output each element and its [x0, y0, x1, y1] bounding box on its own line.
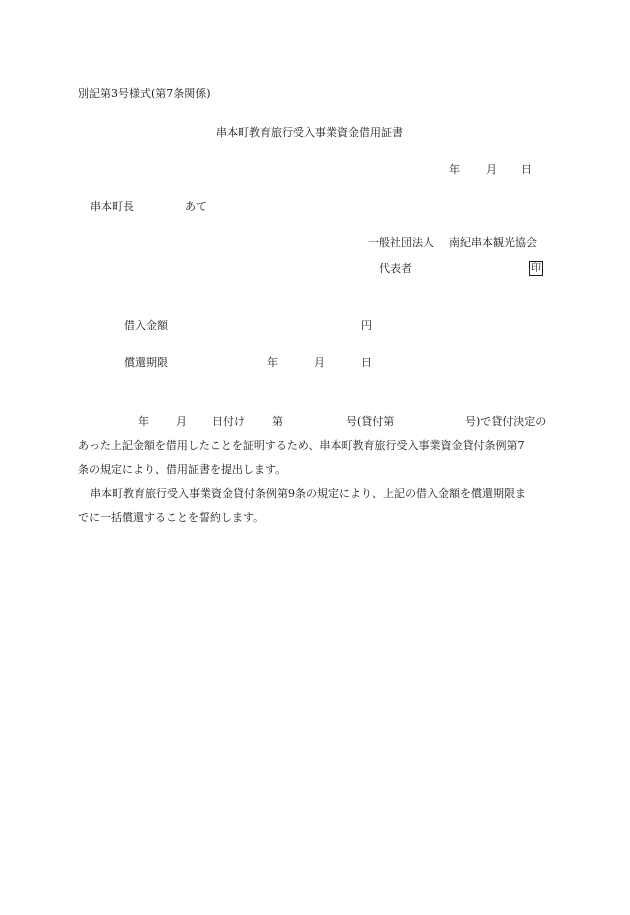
repayment-due-label: 償還期限 — [124, 356, 168, 369]
p1-dated: 日付け — [212, 415, 245, 428]
p1-month: 月 — [176, 415, 187, 428]
applicant-org-type: 一般社団法人 — [368, 236, 434, 249]
paragraph-1-line-3: 条の規定により、借用証書を提出します。 — [78, 463, 287, 476]
date-year: 年 — [449, 163, 460, 176]
p1-dai: 第 — [272, 415, 283, 428]
addressee-name: 串本町長 — [90, 200, 134, 213]
representative-label: 代表者 — [379, 262, 412, 275]
repayment-due-day: 日 — [361, 356, 372, 369]
loan-amount-unit: 円 — [361, 319, 372, 332]
repayment-due-year: 年 — [267, 356, 278, 369]
paragraph-2-line-2: でに一括償還することを誓約します。 — [78, 511, 265, 524]
loan-amount-label: 借入金額 — [124, 319, 168, 332]
applicant-org-name: 南紀串本観光協会 — [449, 236, 537, 249]
p1-year: 年 — [138, 415, 149, 428]
seal-mark — [529, 261, 543, 276]
repayment-due-month: 月 — [314, 356, 325, 369]
addressee-suffix: あて — [185, 200, 207, 213]
p1-go: 号(貸付第 — [346, 415, 395, 428]
form-label: 別記第3号様式(第7条関係) — [78, 87, 211, 100]
paragraph-1-line-2: あった上記金額を借用したことを証明するため、串本町教育旅行受入事業資金貸付条例第7 — [78, 439, 525, 452]
document-title: 串本町教育旅行受入事業資金借用証書 — [216, 126, 403, 139]
date-day: 日 — [521, 163, 532, 176]
paragraph-2-line-1: 串本町教育旅行受入事業資金貸付条例第9条の規定により、上記の借入金額を償還期限ま — [90, 487, 526, 500]
seal-icon: 印 — [531, 263, 541, 274]
p1-go2: 号)で貸付決定の — [465, 415, 547, 428]
date-month: 月 — [486, 163, 497, 176]
